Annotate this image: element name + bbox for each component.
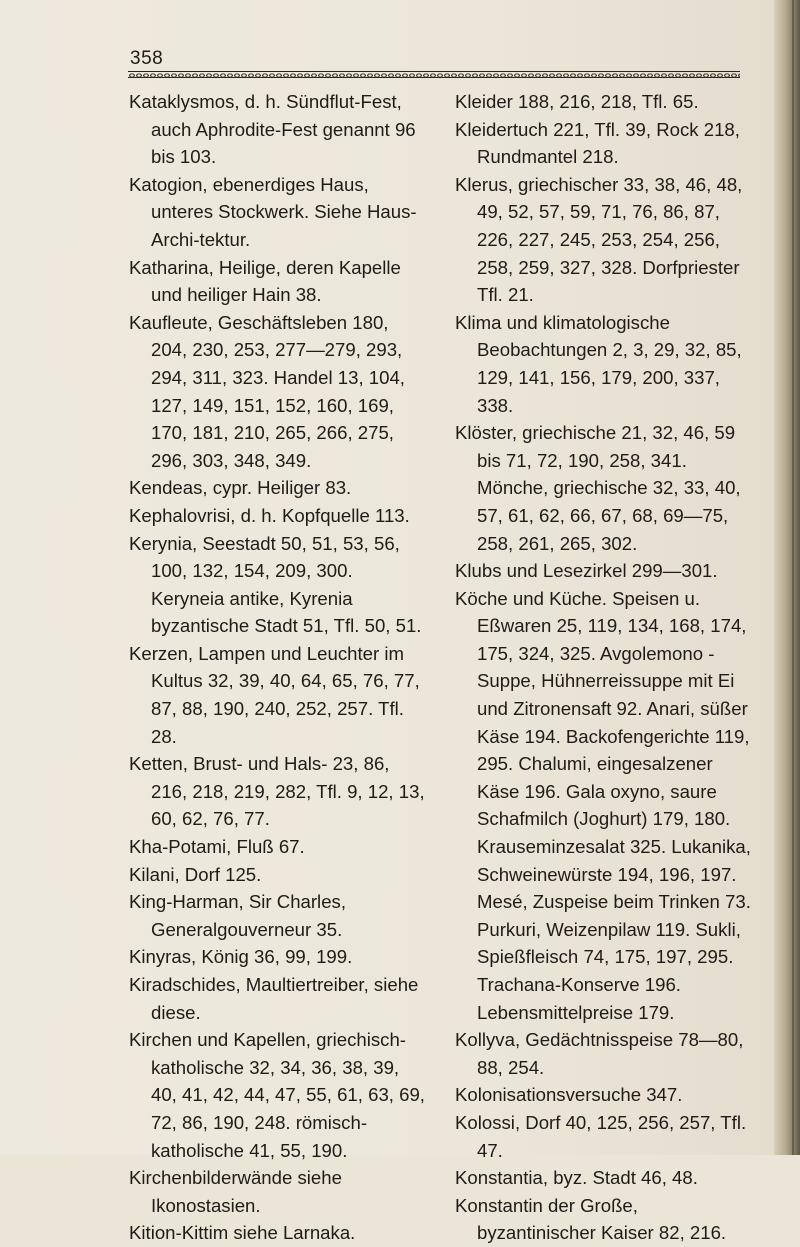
index-entry: Kilani, Dorf 125. <box>129 863 262 885</box>
index-entry: Kaufleute, Geschäftsleben 180, 204, 230, 253, 277—279, 293, 294, 311, 323. Handel 13, 104, 127, 149, 151, 152, 160, 169, 170, 181, 210, 265, 266, 275, 296, 303, 348, 349. <box>129 311 405 471</box>
index-entry: Kleider 188, 216, 218, Tfl. 65. <box>455 91 699 112</box>
index-entry: Kirchenbilderwände siehe Ikonostasien. <box>129 1167 342 1216</box>
index-entry: King-Harman, Sir Charles, Generalgouverneur 35. <box>129 891 346 940</box>
index-entry: Kataklysmos, d. h. Sündflut-Fest, auch Aphrodite-Fest genannt 96 bis 103. <box>129 91 416 168</box>
index-entry: Konstantin der Große, byzantinischer Kaiser 82, 216. <box>455 1194 727 1244</box>
index-entry: Köche und Küche. Speisen u. Eßwaren 25, 119, 134, 168, 174, 175, 324, 325. Avgolemono - Suppe, Hühnerreissuppe mit Ei und Zitronensaft 92. Anari, süßer Käse 194. Backofengerichte 119, 295. Chalumi, eingesalzener Käse 196. Gala oxyno, saure Schafmilch (Joghurt) 179, 180. Krauseminzesalat 325. Lukanika, Schweinewürste 194, 196, 197. Mesé, Zuspeise beim Trinken 73. Purkuri, Weizenpilaw 119. Sukli, Spießfleisch 74, 175, 197, 295. Trachana-Konserve 196. Lebensmittelpreise 179. <box>455 587 751 1023</box>
index-entry: Kha-Potami, Fluß 67. <box>129 836 305 858</box>
index-entry: Kerzen, Lampen und Leuchter im Kultus 32, 39, 40, 64, 65, 76, 77, 87, 88, 190, 240, 252, 257. Tfl. 28. <box>129 642 420 747</box>
index-entry: Kerynia, Seestadt 50, 51, 53, 56, 100, 132, 154, 209, 300. Keryneia antike, Kyrenia byzantische Stadt 51, Tfl. 50, 51. <box>129 532 422 637</box>
index-entry: Kiradschides, Maultiertreiber, siehe diese. <box>129 974 419 1023</box>
index-column-right <box>455 88 755 1247</box>
index-entry: Kolonisationsversuche 347. <box>455 1084 683 1106</box>
index-entry: Kendeas, cypr. Heiliger 83. <box>129 477 352 499</box>
index-entry: Kollyva, Gedächtnisspeise 78—80, 88, 254. <box>455 1029 744 1078</box>
index-entry: Katharina, Heilige, deren Kapelle und heiliger Hain 38. <box>129 256 401 306</box>
index-entry: Kinyras, König 36, 99, 199. <box>129 946 353 968</box>
index-entry: Kirchen und Kapellen, griechisch-katholische 32, 34, 36, 38, 39, 40, 41, 42, 44, 47, 55, 61, 63, 69, 72, 86, 190, 248. römisch-katholische 41, 55, 190. <box>129 1029 425 1161</box>
index-entry: Klima und klimatologische Beobachtungen 2, 3, 29, 32, 85, 129, 141, 156, 179, 200, 337, 338. <box>455 311 742 416</box>
book-spine-edge <box>774 0 800 1155</box>
index-column-left <box>129 88 429 1247</box>
index-entry: Konstantia, byz. Stadt 46, 48. <box>455 1167 698 1189</box>
page-number: 358 <box>130 48 164 69</box>
index-entry: Klöster, griechische 21, 32, 46, 59 bis 71, 72, 190, 258, 341. Mönche, griechische 32, 33, 40, 57, 61, 62, 66, 67, 68, 69—75, 258, 261, 265, 302. <box>455 422 741 554</box>
index-entry: Kephalovrisi, d. h. Kopfquelle 113. <box>129 504 410 526</box>
index-entry: Klubs und Lesezirkel 299—301. <box>455 560 718 582</box>
index-entry: Kolossi, Dorf 40, 125, 256, 257, Tfl. 47. <box>455 1111 747 1161</box>
index-entry: Ketten, Brust- und Hals- 23, 86, 216, 218, 219, 282, Tfl. 9, 12, 13, 60, 62, 76, 77. <box>129 753 425 830</box>
index-entry: Kition-Kittim siehe Larnaka. <box>129 1222 356 1244</box>
index-entry: Katogion, ebenerdiges Haus, unteres Stockwerk. Siehe Haus-Archi-tektur. <box>129 173 417 250</box>
index-entry: Kleidertuch 221, Tfl. 39, Rock 218, Rundmantel 218. <box>455 118 740 168</box>
index-entry: Klerus, griechischer 33, 38, 46, 48, 49, 52, 57, 59, 71, 76, 86, 87, 226, 227, 245, 253, 254, 256, 258, 259, 327, 328. Dorfpriester Tfl. 21. <box>455 173 743 306</box>
ornamental-rule <box>128 71 740 78</box>
